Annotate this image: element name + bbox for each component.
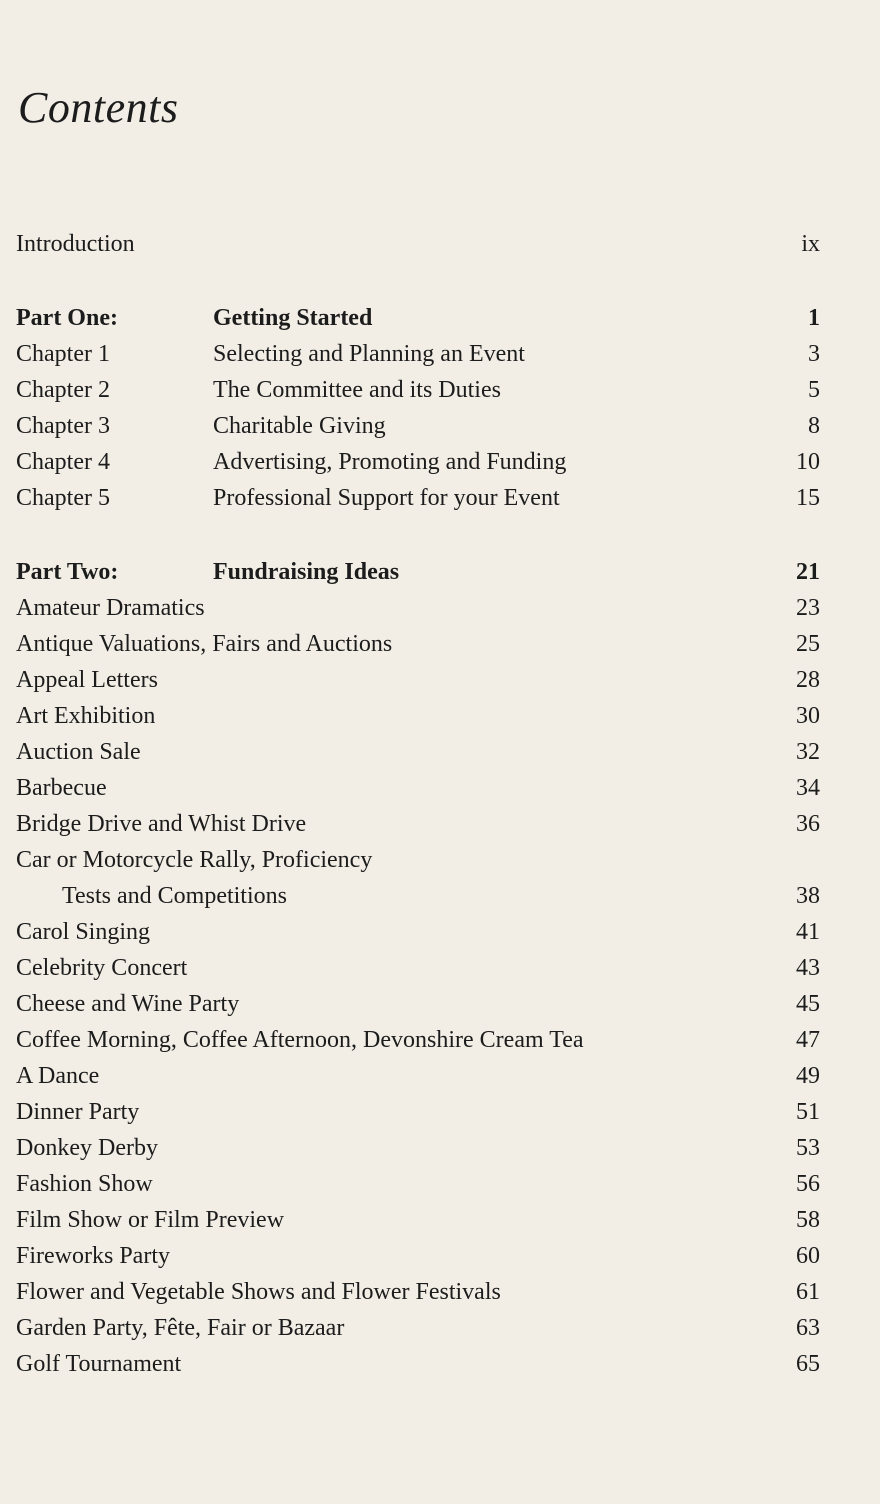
toc-entry: [16, 698, 820, 734]
toc-entry: [16, 1238, 820, 1274]
toc-page-number: 3: [808, 341, 820, 367]
toc-part-heading: [16, 300, 820, 336]
toc-entry-title: Charitable Giving: [213, 413, 386, 439]
toc-page-number: 10: [796, 449, 820, 475]
toc-entry: [16, 878, 820, 914]
toc-entry-title: Advertising, Promoting and Funding: [213, 449, 567, 475]
toc-entry-label: Barbecue: [16, 775, 107, 801]
toc-entry-label: Bridge Drive and Whist Drive: [16, 811, 307, 837]
toc-page-number: 5: [808, 377, 820, 403]
toc-entry-label: Coffee Morning, Coffee Afternoon, Devonshire Cream Tea: [16, 1027, 584, 1053]
toc-entry-label: Dinner Party: [16, 1099, 140, 1125]
toc-entry-label: Garden Party, Fête, Fair or Bazaar: [16, 1315, 345, 1341]
toc-entry-label: Appeal Letters: [16, 667, 158, 693]
toc-entry: [16, 662, 820, 698]
toc-entry-label: Auction Sale: [16, 739, 141, 765]
toc-entry: [16, 734, 820, 770]
toc-entry-label: Cheese and Wine Party: [16, 991, 240, 1017]
toc-entry: [16, 626, 820, 662]
toc-entry-label: Part One:: [16, 305, 118, 331]
toc-entry: [16, 226, 820, 262]
toc-entry-label: Antique Valuations, Fairs and Auctions: [16, 631, 393, 657]
toc-entry-label: Fireworks Party: [16, 1243, 170, 1269]
toc-page-number: 38: [796, 883, 820, 909]
toc-page-number: 53: [796, 1135, 820, 1161]
toc-page-number: ix: [801, 231, 820, 257]
toc-entry-label: A Dance: [16, 1063, 100, 1089]
toc-entry: [16, 1022, 820, 1058]
toc-entry-label: Donkey Derby: [16, 1135, 158, 1161]
toc-entry: [16, 914, 820, 950]
toc-entry-label: Chapter 5: [16, 485, 110, 511]
toc-page-number: 58: [796, 1207, 820, 1233]
toc-entry: [16, 1274, 820, 1310]
toc-entry: [16, 1058, 820, 1094]
toc-entry-label: Fashion Show: [16, 1171, 153, 1197]
toc-entry-title: Fundraising Ideas: [213, 559, 400, 585]
toc-entry: [16, 806, 820, 842]
toc-page-number: 45: [796, 991, 820, 1017]
toc-page-number: 60: [796, 1243, 820, 1269]
toc-page-number: 30: [796, 703, 820, 729]
toc-entry: [16, 336, 820, 372]
toc-entry-title: The Committee and its Duties: [213, 377, 501, 403]
toc-entry: [16, 590, 820, 626]
toc-entry-label: Art Exhibition: [16, 703, 156, 729]
toc-entry-label: Tests and Competitions: [62, 883, 287, 909]
toc-entry-label: Golf Tournament: [16, 1351, 182, 1377]
toc-entry-label: Car or Motorcycle Rally, Proficiency: [16, 847, 373, 873]
toc-entry: [16, 842, 820, 878]
toc-page-number: 61: [796, 1279, 820, 1305]
toc-entry: [16, 1202, 820, 1238]
toc-page-number: 56: [796, 1171, 820, 1197]
toc-page-number: 34: [796, 775, 820, 801]
toc-page-number: 63: [796, 1315, 820, 1341]
toc-page-number: 28: [796, 667, 820, 693]
toc-entry-label: Flower and Vegetable Shows and Flower Festivals: [16, 1279, 501, 1305]
toc-entry: [16, 1346, 820, 1382]
toc-entry: [16, 372, 820, 408]
toc-entry: [16, 1310, 820, 1346]
toc-entry-label: Part Two:: [16, 559, 119, 585]
toc-page-number: 43: [796, 955, 820, 981]
toc-entry-label: Amateur Dramatics: [16, 595, 205, 621]
toc-entry-label: Chapter 1: [16, 341, 110, 367]
toc-page-number: 21: [796, 559, 820, 585]
toc-entry-label: Chapter 4: [16, 449, 110, 475]
toc-page-number: 1: [808, 305, 820, 331]
toc-page-number: 32: [796, 739, 820, 765]
toc-entry-label: Film Show or Film Preview: [16, 1207, 285, 1233]
toc-page-number: 23: [796, 595, 820, 621]
toc-entry-title: Selecting and Planning an Event: [213, 341, 525, 367]
toc-entry: [16, 1094, 820, 1130]
toc-page-number: 15: [796, 485, 820, 511]
toc-entry: [16, 986, 820, 1022]
toc-page-number: 41: [796, 919, 820, 945]
toc-part-heading: [16, 554, 820, 590]
toc-entry-label: Carol Singing: [16, 919, 151, 945]
toc-entry-label: Chapter 3: [16, 413, 110, 439]
toc-page-number: 25: [796, 631, 820, 657]
toc-entry-title: Professional Support for your Event: [213, 485, 560, 511]
toc-entry: [16, 408, 820, 444]
toc-page-number: 36: [796, 811, 820, 837]
toc-entry: [16, 480, 820, 516]
toc-page-number: 49: [796, 1063, 820, 1089]
page-title: Contents: [18, 83, 179, 132]
toc-entry: [16, 770, 820, 806]
toc-entry: [16, 950, 820, 986]
toc-page-number: 65: [796, 1351, 820, 1377]
toc-entry-title: Getting Started: [213, 305, 373, 331]
toc-entry: [16, 1166, 820, 1202]
toc-entry-label: Chapter 2: [16, 377, 110, 403]
toc-page-number: 47: [796, 1027, 820, 1053]
toc-page-number: 8: [808, 413, 820, 439]
toc-page-number: 51: [796, 1099, 820, 1125]
toc-entry-label: Celebrity Concert: [16, 955, 188, 981]
toc-entry: [16, 1130, 820, 1166]
toc-entry-label: Introduction: [16, 231, 135, 257]
toc-entry: [16, 444, 820, 480]
